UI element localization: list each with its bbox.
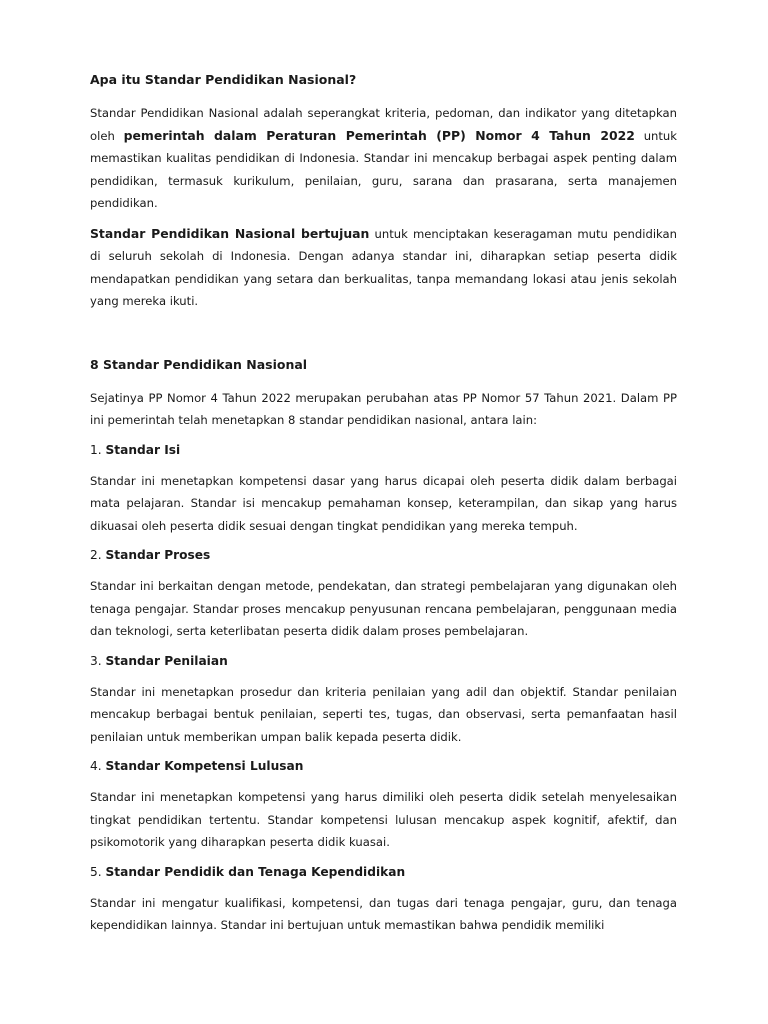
item-number: 3. xyxy=(90,653,102,668)
intro-paragraph-1 xyxy=(90,102,677,215)
intro-p2-text-b: untuk menciptakan keseragaman mutu pendidikan di seluruh sekolah di Indonesia. Dengan adanya standar ini, diharapkan setiap peserta didik mendapatkan pendidikan yang setara dan berkualitas, tanpa memandang lokasi atau jenis sekolah yang mereka ikuti. xyxy=(90,226,677,308)
item-name: Standar Penilaian xyxy=(105,653,228,668)
intro-title: Apa itu Standar Pendidikan Nasional? xyxy=(90,72,357,87)
section-spacer xyxy=(90,321,677,355)
intro-p1-text-b: untuk memastikan kualitas pendidikan di Indonesia. Standar ini mencakup berbagai aspek penting dalam pendidikan, termasuk kurikulum, penilaian, guru, sarana dan prasarana, serta manajemen pendidikan. xyxy=(90,128,677,210)
item-text-5: Standar ini mengatur kualifikasi, kompetensi, dan tugas dari tenaga pengajar, guru, dan tenaga kependidikan lainnya. Standar ini bertujuan untuk memastikan bahwa pendidik memiliki xyxy=(90,895,677,932)
item-name: Standar Proses xyxy=(105,548,211,562)
intro-p1-text-a: Standar Pendidikan Nasional adalah seperangkat kriteria, pedoman, dan indikator yang ditetapkan oleh xyxy=(90,106,677,143)
intro-p2-bold: Standar Pendidikan Nasional bertujuan xyxy=(90,225,370,241)
item-number: 1. xyxy=(90,442,102,457)
item-heading-2 xyxy=(90,545,677,565)
item-text-1: Standar ini menetapkan kompetensi dasar yang harus dicapai oleh peserta didik dalam berbagai mata pelajaran. Standar isi mencakup pemahaman konsep, keterampilan, dan sikap yang harus dikuasai oleh peserta didik sesuai dengan tingkat pendidikan yang mereka tempuh. xyxy=(90,473,677,533)
item-heading-4 xyxy=(90,756,677,776)
item-heading-1 xyxy=(90,440,677,460)
intro-paragraph-2 xyxy=(90,223,677,313)
item-text-3: Standar ini menetapkan prosedur dan kriteria penilaian yang adil dan objektif. Standar penilaian mencakup berbagai bentuk penilaian, seperti tes, tugas, dan observasi, serta pemanfaatan hasil penilaian untuk memberikan umpan balik kepada peserta didik. xyxy=(90,684,677,744)
item-name: Standar Isi xyxy=(105,442,181,457)
document-page xyxy=(90,70,677,937)
item-number: 2. xyxy=(90,548,102,562)
item-text-2: Standar ini berkaitan dengan metode, pendekatan, dan strategi pembelajaran yang digunakan oleh tenaga pengajar. Standar proses mencakup penyusunan rencana pembelajaran, penggunaan media dan teknologi, serta keterlibatan peserta didik dalam proses pembelajaran. xyxy=(90,579,677,638)
section-title: 8 Standar Pendidikan Nasional xyxy=(90,356,308,372)
item-heading-5 xyxy=(90,862,677,882)
item-name: Standar Pendidik dan Tenaga Kependidikan xyxy=(105,864,406,879)
item-number: 5. xyxy=(90,864,102,879)
item-heading-3 xyxy=(90,651,677,671)
item-name: Standar Kompetensi Lulusan xyxy=(105,759,304,773)
item-number: 4. xyxy=(90,759,102,773)
item-text-4: Standar ini menetapkan kompetensi yang harus dimiliki oleh peserta didik setelah menyelesaikan tingkat pendidikan tertentu. Standar kompetensi lulusan mencakup aspek kognitif, afektif, dan psikomotorik yang diharapkan peserta didik kuasai. xyxy=(90,790,677,849)
intro-p1-bold: pemerintah dalam Peraturan Pemerintah (PP) Nomor 4 Tahun 2022 xyxy=(123,127,635,143)
section-intro: Sejatinya PP Nomor 4 Tahun 2022 merupakan perubahan atas PP Nomor 57 Tahun 2021. Dalam PP ini pemerintah telah menetapkan 8 standar pendidikan nasional, antara lain: xyxy=(90,390,677,427)
